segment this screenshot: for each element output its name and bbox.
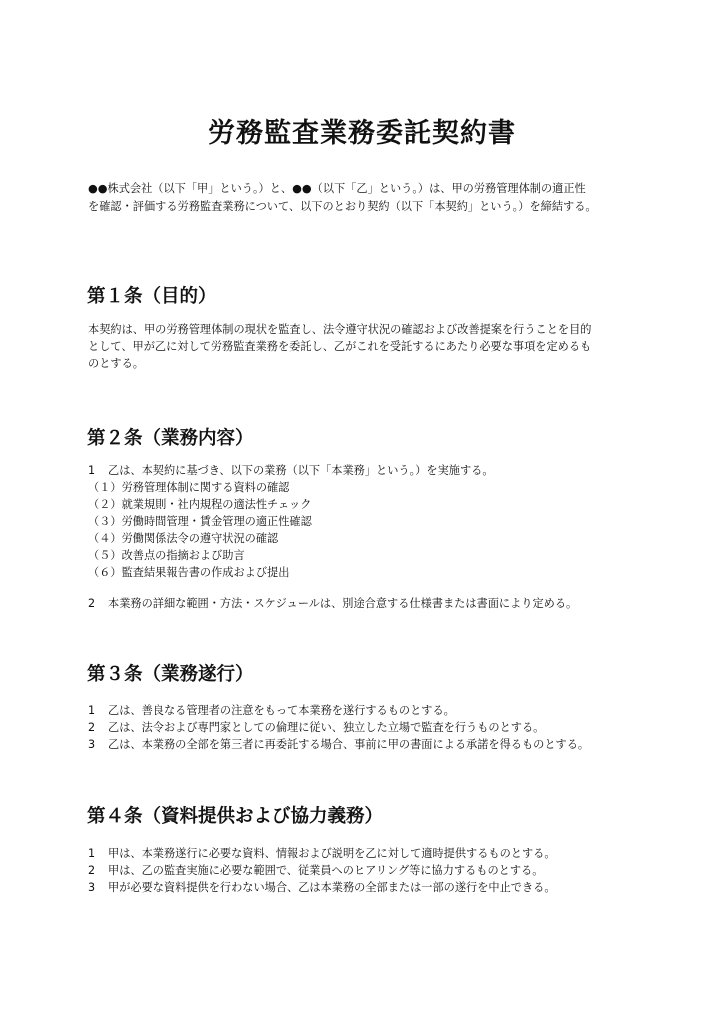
clause-number: 3 [88,738,96,751]
clause-1 [88,845,668,862]
subitem-1: （１）労務管理体制に関する資料の確認 [88,481,290,494]
clause-number: 1 [88,704,96,717]
clause-number: 1 [88,847,96,860]
clause-number: 2 [88,864,96,877]
article-3-body [88,702,668,753]
clause-number: 2 [88,597,96,610]
subitem-6: （６）監査結果報告書の作成および提出 [88,566,290,579]
subitem-4: （４）労働関係法令の遵守状況の確認 [88,532,279,545]
article-3-heading: 第３条（業務遂行） [87,664,254,685]
clause-3 [88,879,668,896]
clause-text: 甲は、乙の監査実施に必要な範囲で、従業員へのヒアリング等に協力するものとする。 [108,864,544,877]
article-4-body [88,845,668,896]
clause-2 [88,595,668,612]
article-4-heading: 第４条（資料提供および協力義務） [87,806,384,827]
clause-1 [88,462,668,479]
clause-text: 乙は、法令および専門家としての倫理に従い、独立した立場で監査を行うものとする。 [108,721,545,734]
article-2-body [88,462,668,581]
intro-line: を確認・評価する労務監査業務について、以下のとおり契約（以下「本契約」という。）を締結する。 [88,200,597,213]
clause-text: 乙は、本契約に基づき、以下の業務（以下「本業務」という。）を実施する。 [108,464,494,477]
document-title: 労務監査業務委託契約書 [208,118,516,149]
body-line: 本契約は、甲の労務管理体制の現状を監査し、法令遵守状況の確認および改善提案を行うことを目的 [88,323,592,336]
subitem-3: （３）労働時間管理・賃金管理の適正性確認 [88,515,312,528]
clause-text: 本業務の詳細な範囲・方法・スケジュールは、別途合意する仕様書または書面により定める。 [108,597,578,610]
clause-1 [88,702,668,719]
subitem-5: （５）改善点の指摘および助言 [88,549,245,562]
clause-text: 甲は、本業務遂行に必要な資料、情報および説明を乙に対して適時提供するものとする。 [108,847,556,860]
clause-text: 乙は、本業務の全部を第三者に再委託する場合、事前に甲の書面による承諾を得るものとする。 [108,738,590,751]
clause-2 [88,719,668,736]
body-line: のとする。 [88,357,144,370]
article-2-clause-2 [88,595,668,612]
clause-number: 1 [88,464,96,477]
subitem-2: （２）就業規則・社内規程の適法性チェック [88,498,312,511]
intro-line: ●●株式会社（以下「甲」という。）と、●●（以下「乙」という。）は、甲の労務管理体制の適正性 [88,182,586,195]
clause-number: 3 [88,881,96,894]
article-1-heading: 第１条（目的） [87,286,217,307]
body-line: として、甲が乙に対して労務監査業務を委託し、乙がこれを受託するにあたり必要な事項を定めるも [88,340,592,353]
clause-2 [88,862,668,879]
clause-text: 乙は、善良なる管理者の注意をもって本業務を遂行するものとする。 [108,704,455,717]
article-2-heading: 第２条（業務内容） [87,428,254,449]
clause-3 [88,736,668,753]
clause-text: 甲が必要な資料提供を行わない場合、乙は本業務の全部または一部の遂行を中止できる。 [108,881,556,894]
article-1-body [88,321,668,372]
clause-number: 2 [88,721,96,734]
intro-paragraph [88,180,668,216]
